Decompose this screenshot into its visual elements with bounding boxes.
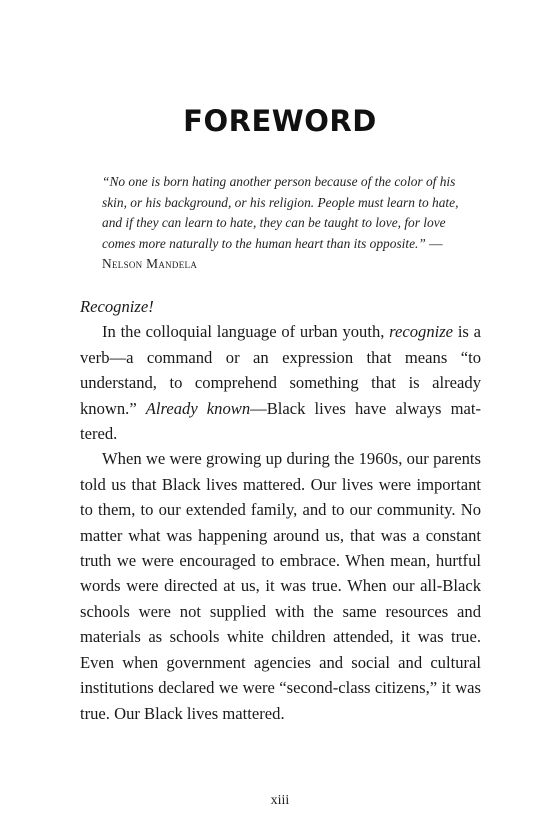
page-number: xiii: [270, 793, 290, 808]
paragraph-1: [80, 319, 481, 446]
epigraph-author: Nelson Mandela: [102, 256, 198, 271]
epigraph: [102, 172, 462, 275]
paragraph-1-emphasis-recognize: recognize: [389, 322, 454, 342]
paragraph-1-part-b: is a verb—a command or an expression that means “to understand, to comprehend something that is already known.”: [80, 322, 481, 418]
paragraph-1-part-c: —Black lives have always mattered.: [80, 398, 481, 444]
paragraph-1-part-a: In the colloquial language of urban youth,: [102, 322, 390, 342]
epigraph-dash: —: [425, 235, 443, 251]
lead-in-heading: Recognize!: [80, 297, 154, 316]
paragraph-1-emphasis-already-known: Already known: [145, 398, 251, 418]
chapter-title: FOREWORD: [183, 104, 377, 138]
body-text: [80, 294, 481, 726]
paragraph-2: When we were growing up during the 1960s, our parents told us that Black lives mattered. Our lives were important to them, to our extended family, and to our community. No matter what was happening around us, that was a constant truth we were encouraged to embrace. When mean, hurtful words were directed at us, it was true. When our all-Black schools were not supplied with the same resources and materials as schools white children attended, it was true. Even when government agencies and social and cultural institutions declared we were “second-class citizens,” it was true. Our Black lives mattered.: [80, 449, 481, 723]
epigraph-quote: “No one is born hating another person because of the color of his skin, or his background, or his religion. People must learn to hate, and if they can learn to hate, they can be taught to love, for love comes more naturally to the human heart than its opposite.”: [102, 174, 459, 251]
